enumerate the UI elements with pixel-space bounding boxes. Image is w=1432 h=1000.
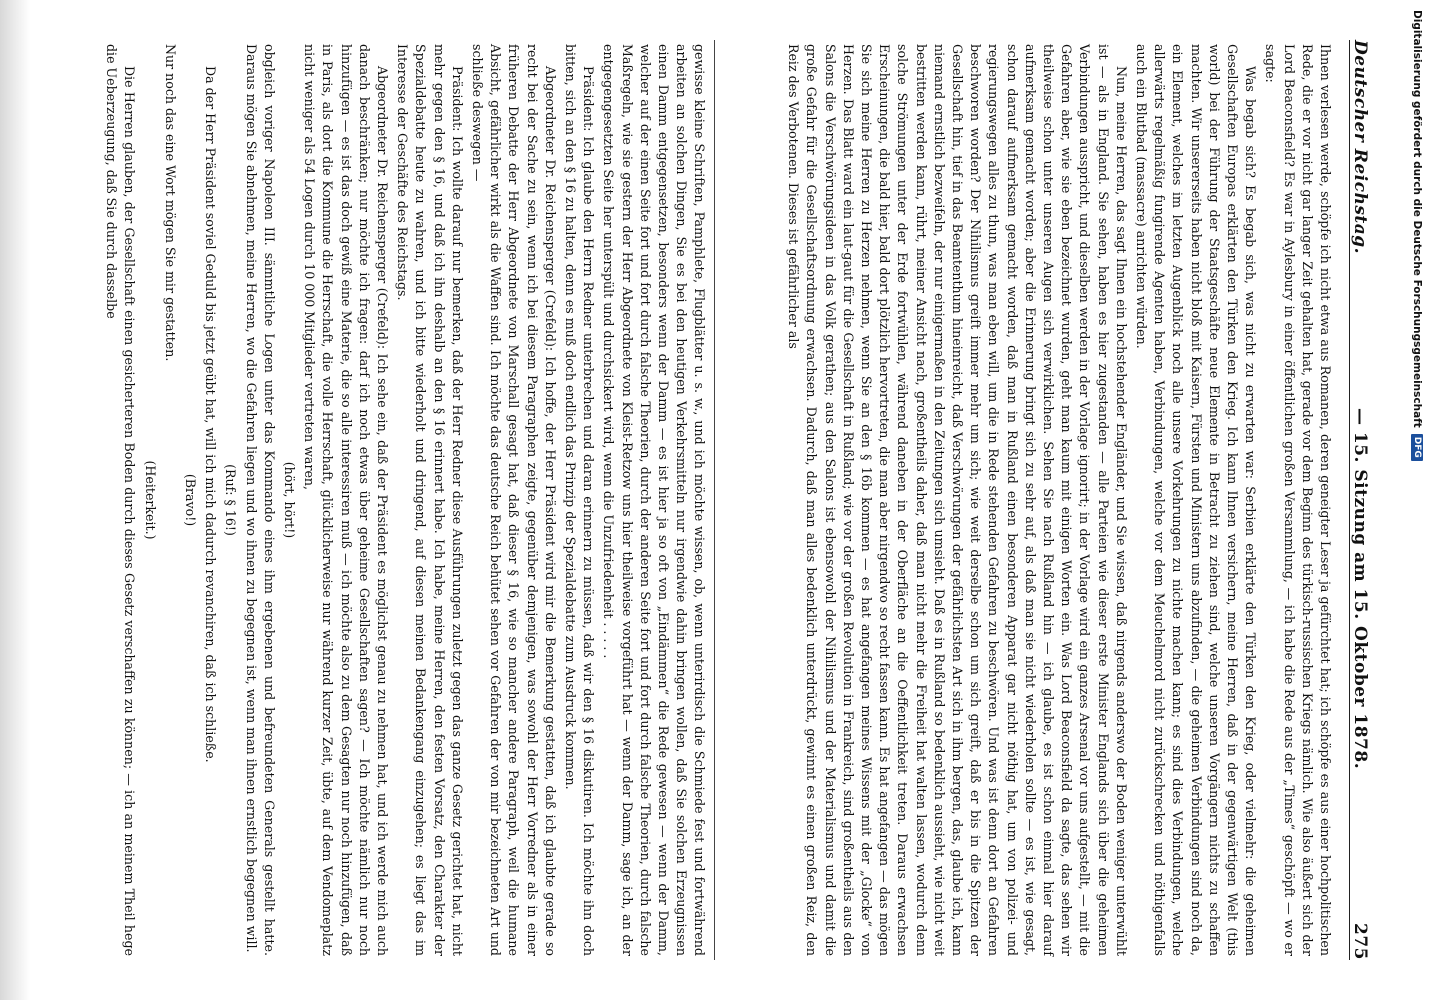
text-column-right bbox=[90, 40, 716, 960]
paragraph: Abgeordneter Dr. Reichensperger (Crefeld): Ich hoffe, der Herr Präsident wird mir die Bemerkung gestatten, daß ich glaubte gerade so recht bei der Sache zu sein, wenn ich bei diesem Paragraphen zeigte, gegenüber demjenigen, was sowohl der Herr Vorredner als in einer früheren Debatte der Herr Abgeordnete von Marschall gesagt hat, daß dieser § 16, wie so mancher andere Paragraph, weil die humane Absicht, gefährlicher wirkt als die Waffen sind. Ich möchte das deutsche Reich behütet sehen vor Gefahren der von mir bezeichneten Art und schließe deswegen — bbox=[470, 44, 558, 956]
interjection: (Bravo!) bbox=[183, 473, 199, 527]
digitization-note bbox=[1410, 10, 1424, 990]
interjection: (hört, hört!) bbox=[282, 461, 298, 539]
session-title: — 15. Sitzung am 15. Oktober 1878. bbox=[1350, 407, 1370, 770]
page-number: 275 bbox=[1350, 923, 1370, 960]
document-page bbox=[50, 0, 1410, 1000]
interjection: (Ruf: § 16!) bbox=[223, 464, 239, 536]
publication-title: Deutscher Reichstag. bbox=[1350, 40, 1370, 255]
paragraph: gewisse kleine Schriften, Pamphlete, Flugblätter u. s. w., und ich möchte wissen, ob, wenn unterirdisch die Schmiede fest und fortwährend arbeiten an solchen Dingen, Sie es bei den heutigen Verkehrsmitteln nur irgendwie dahin bringen wollen, daß Sie solchen Erzeugnissen einen Damm entgegensetzen, besonders wenn der Damm — es ist hier ja so oft von „Eindämmen“ die Rede gewesen — wenn der Damm, welcher auf der einen Seite fort und fort durch falsche Theorien, durch der anderen Seite fort und fort durch falsche Theorien, durch falsche Maßregeln, wie sie gestern der Herr Abgeordnete von Kleist-Retzow uns hier theilweise vorgeführt hat — wenn der Damm, sage ich, an der entgegengesetzten Seite her unterspült und durchsickert wird, wenn die Unzufriedenheit . . . . . bbox=[601, 44, 708, 956]
paragraph: Die Herren glauben, der Gesellschaft einen gesicherteren Boden durch dieses Gesetz verschaffen zu können; — ich an meinem Theil hege die Ueberzeugung, daß Sie durch dasselbe bbox=[104, 44, 138, 956]
paragraph: Da der Herr Präsident soviel Geduld bis jetzt geübt hat, will ich mich dadurch revanchiren, daß ich schließe. bbox=[203, 66, 219, 763]
paragraph: Nun, meine Herren, das sagt Ihnen ein hochstehender Engländer, und Sie wissen, daß nirgends anderswo der Boden weniger unterwühlt ist — als in England. Sie sehen, haben es hier zugestanden — alle Parteien wie dieser erste Minister Englands sich über die geheimen Verbindungen ausspricht, und dieselben werden in der Vorlage ignorirt; in der Vorlage wird ein ganzes Arsenal vor uns aufgestellt, — mit die Gefahren aber, wie sie eben bezeichnet wurden, geht man kaum mit einigen Worten ein. Was Lord Beaconsfield da sagte, das sehen wir theilweise schon unter unseren Augen sich verwirklichen. Sehen Sie nach Rußland hin — ich glaube, es ist schon einmal hier darauf aufmerksam gemacht worden; aber die Erinnerung bringt sich zu sehr auf, als daß man sie nicht wiederholen sollte — es ist, wie gesagt, schon darauf aufmerksam gemacht worden, daß man in Rußland einen besonderen Apparat gar nicht nöthig hat, um von polizei- und regierungswegen alles zu thun, was man eben will, um die in Rede stehenden Gefahren zu beschwören. Und was ist denn dort an Gefahren beschworen worden? Der Nihilismus greift immer mehr um sich; wie weit derselbe schon um sich greift, daß er bis in die Spitzen der Gesellschaft hin, tief in das Beamtenthum hineinreicht, daß Verschwörungen der gefährlichsten Art sich in ihm bergen, das, glaube ich, kann niemand ernstlich bezweifeln, der nur einigermaßen in den Zeitungen sich umsieht. Daß es in Rußland so bedenklich aussieht, wie nicht weit bestritten werden kann, rührt, meiner Ansicht nach, großentheils daher, daß man nicht mehr die Freiheit hat walten lassen, wodurch denn solche Strömungen unter der Erde fortwühlen, während daneben in der Oberfläche an die Oeffentlichkeit treten. Daraus erwachsen Erscheinungen, die bald hier, bald dort plötzlich hervortreten, die man aber nirgendwo so recht fassen kann. Es hat angefangen — das mögen Sie sich meine Herren zu Herzen nehmen, wenn Sie an den § 16b kommen — es hat angefangen meines Wissens mit der „Glocke“ von Herzen. Das Blatt ward ein laut-gaut für die Gesellschaft in Rußland; wie vor der großen Revolution in Frankreich, sind großentheils aus den Salons die Verschwörungsideen in das Volk gerathen; aus den Salons ist ebensowohl der Nihilismus und der Materialismus und damit die große Gefahr für die Gesellschaftsordnung erwachsen. Dadurch, daß man alles bedenklich unterdrückt, gewinnt es einen großen Reiz, den Reiz des Verbotenen. Dieses ist gefährlicher als bbox=[786, 44, 1129, 956]
text-columns bbox=[90, 40, 1340, 960]
paragraph: Was begab sich? Es begab sich, was nicht zu erwarten war: Serbien erklärte den Türken den Krieg, oder vielmehr: die geheimen Gesellschaften Europas erklärten den Türken den Krieg. Ich kann Ihnen versichern, meine Herren, daß in der gegenwärtigen Welt (this world) bei der Führung der Staatsgeschäfte neue Elemente in Betracht zu ziehen sind, welche unseren Vorgängern nichts zu schaffen machten. Wir unsererseits haben nicht bloß mit Kaisern, Fürsten und Ministern uns abzufinden, — die geheimen Verbindungen sind noch da, ein Element, welches im letzten Augenblick noch alle unsere Vorkehrungen zu nichte machen kann; es sind dies Verbindungen, welche allerwärts regelmäßig fungirende Agenten haben, Verbindungen, welche vor dem Meuchelmord nicht zurückschrecken und nöthigenfalls auch ein Blutbad (massacre) anrichten würden. bbox=[1133, 44, 1259, 956]
paragraph: Abgeordneter Dr. Reichensperger (Crefeld): Ich sehe ein, daß der Präsident es möglichst genau zu nehmen hat, und ich werde mich auch danach beschränken; nur möchte ich fragen: darf ich noch etwas über geheime Gesellschaften sagen? — Ich möchte nämlich nur noch hinzufügen — es ist das doch gewiß eine Materie, die so alle interessiren muß — ich möchte also zu dem Gesagten nur noch hinzufügen, daß in Paris, als dort die Kommune die Herrschaft, die volle Herrschaft, glücklicherweise nur während kurzer Zeit, übte, auf dem Vendomeplatz nicht weniger als 54 Logen durch 10 000 Mitglieder vertreten waren, bbox=[302, 44, 391, 956]
text-column-left bbox=[716, 40, 1341, 960]
page-header bbox=[1349, 40, 1390, 960]
paragraph: Präsident: Ich glaube den Herrn Redner unterbrechen und daran erinnern zu müssen, daß wir den § 16 diskutiren. Ich möchte ihn doch bitten, sich an den § 16 zu halten, denn es muß doch endlich das Prinzip der Spezialdebatte zum Ausdruck kommen. bbox=[563, 44, 597, 956]
scan-margin-shadow bbox=[0, 0, 30, 1000]
paragraph: Ihnen verlesen werde, schöpfe ich nicht etwa aus Romanen, deren geneigter Leser ja gefürchtet hat; ich schöpfe es aus einer hochpolitischen Rede, die er vor nicht gar langer Zeit gehalten hat, gerade vor dem Beginn des türkisch-russischen Kriegs nämlich. Wie also äußert sich der Lord Beaconsfield? Es war in Aylesbury in einer öffentlichen großen Versammlung, — ich habe die Rede aus der „Times“ geschöpft — wo er sagte: bbox=[1263, 44, 1333, 956]
dfg-logo: DFG bbox=[1411, 434, 1423, 461]
interjection: (Heiterkeit.) bbox=[142, 460, 158, 540]
paragraph: Präsident: Ich wollte darauf nur bemerken, daß der Herr Redner diese Ausführungen zuletzt gegen das ganze Gesetz gerichtet hat, nicht mehr gegen den § 16, und daß ich ihn deshalb an den § 16 erinnert habe. Ich habe, meine Herren, den festen Vorsatz, den Charakter der Spezialdebatte heute zu wahren, und ich bitte wiederholt und dringend, auf diesen meinen Bedankengang einzugehen; es liegt das im Interesse der Geschäfte des Reichstags. bbox=[395, 44, 465, 956]
paragraph: Nur noch das eine Wort mögen Sie mir gestatten. bbox=[162, 44, 178, 362]
digitization-text: Digitalisierung gefördert durch die Deutsche Forschungsgemeinschaft bbox=[1411, 10, 1423, 428]
paragraph: obgleich voriger Napoleon III. sämmtliche Logen unter das Kommando eines ihm ergebenen und befreundeten Generals gestellt hatte. Daraus mögen Sie abnehmen, meine Herren, wo die Gefahren liegen und wo ihnen zu begegnen ist, wenn man ihnen ernstlich begegnen will. bbox=[243, 44, 277, 956]
